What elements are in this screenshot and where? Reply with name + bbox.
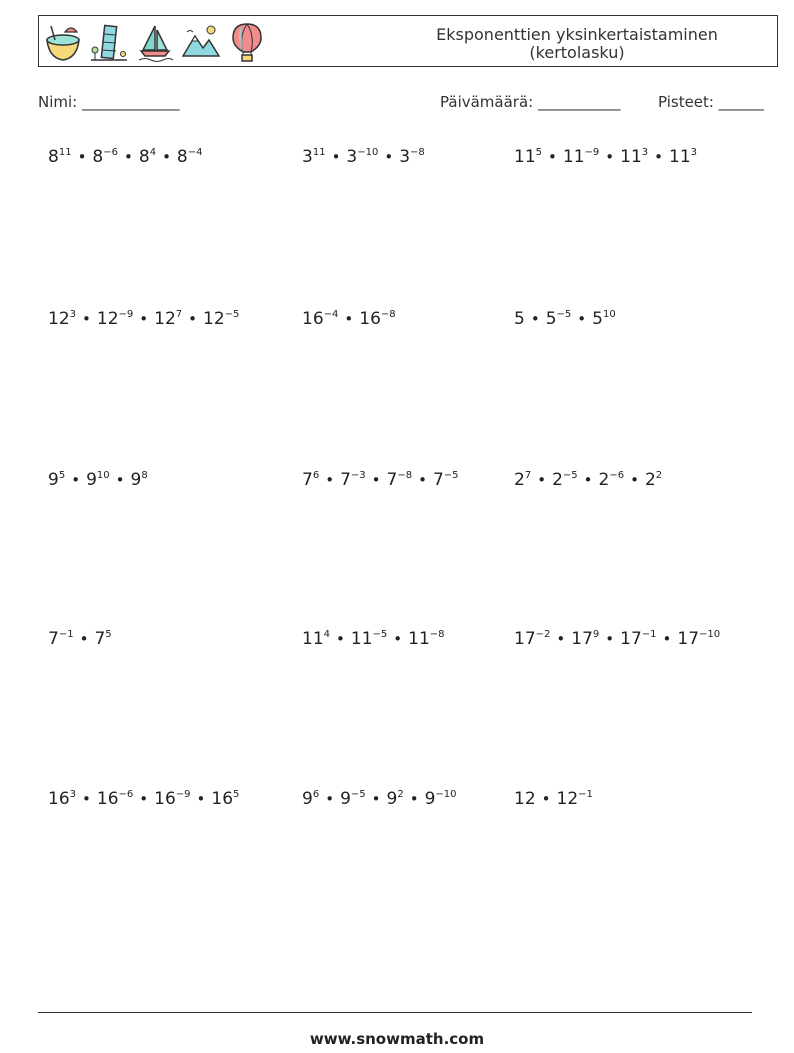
exponent: 3	[690, 147, 698, 158]
multiply-dot: •	[124, 148, 133, 166]
multiply-dot: •	[325, 471, 335, 489]
base: 5	[514, 309, 525, 329]
exponent: 5	[105, 629, 112, 640]
exponent: −5	[556, 309, 572, 320]
problem-12	[514, 629, 720, 649]
exponent: 4	[149, 147, 157, 158]
exponent: −3	[350, 470, 366, 481]
base: 16	[154, 789, 176, 809]
base: 12	[154, 309, 176, 329]
problem-11	[302, 629, 445, 649]
exponent: 7	[175, 309, 183, 320]
exponent: −5	[372, 629, 388, 640]
base: 11	[669, 147, 691, 167]
multiply-dot: •	[325, 790, 335, 808]
exponent: −8	[380, 309, 396, 320]
multiply-dot: •	[418, 471, 427, 489]
base: 3	[399, 147, 411, 167]
multiply-dot: •	[371, 471, 381, 489]
base: 8	[138, 147, 150, 167]
base: 12	[96, 309, 119, 329]
problem-3	[514, 147, 697, 167]
multiply-dot: •	[77, 148, 87, 166]
multiply-dot: •	[139, 790, 149, 808]
exponent: −8	[429, 629, 445, 640]
multiply-dot: •	[82, 790, 91, 808]
exponent: 3	[641, 147, 649, 158]
base: 12	[48, 309, 70, 329]
base: 12	[556, 789, 579, 809]
exponent: 3	[69, 309, 77, 320]
multiply-dot: •	[662, 630, 672, 648]
multiply-dot: •	[371, 790, 381, 808]
base: 7	[432, 470, 444, 490]
multiply-dot: •	[384, 148, 394, 166]
multiply-dot: •	[336, 630, 345, 648]
multiply-dot: •	[409, 790, 419, 808]
date-field[interactable]: Päivämäärä: ___________	[440, 93, 621, 111]
mountains-icon	[181, 20, 221, 64]
base: 8	[92, 147, 104, 167]
exponent: −10	[699, 629, 721, 640]
exponent: −6	[118, 789, 134, 800]
exponent: −1	[58, 629, 74, 640]
exponent: 10	[96, 470, 110, 481]
multiply-dot: •	[630, 471, 639, 489]
base: 9	[302, 789, 313, 809]
footer-divider	[38, 1012, 752, 1013]
multiply-dot: •	[530, 310, 540, 328]
multiply-dot: •	[605, 630, 615, 648]
title-line-1: Eksponenttien yksinkertaistaminen	[436, 25, 718, 44]
problem-15	[514, 789, 593, 809]
name-field[interactable]: Nimi: _____________	[38, 93, 180, 111]
base: 2	[644, 470, 656, 490]
multiply-dot: •	[162, 148, 171, 166]
base: 17	[677, 629, 700, 649]
base: 7	[94, 629, 106, 649]
problem-13	[48, 789, 239, 809]
base: 8	[176, 147, 188, 167]
base: 16	[48, 789, 70, 809]
exponent: −1	[641, 629, 657, 640]
multiply-dot: •	[583, 471, 593, 489]
base: 5	[545, 309, 557, 329]
title-line-2: (kertolasku)	[529, 43, 625, 62]
exponent: −4	[323, 309, 339, 320]
base: 9	[340, 789, 351, 809]
exponent: 6	[312, 789, 320, 800]
exponent: −10	[357, 147, 379, 158]
base: 17	[514, 629, 536, 649]
exponent: 9	[592, 629, 600, 640]
multiply-dot: •	[548, 148, 557, 166]
problem-6	[514, 309, 616, 329]
base: 16	[96, 789, 119, 809]
score-field[interactable]: Pisteet: ______	[658, 93, 764, 111]
exponent: −9	[175, 789, 191, 800]
exponent: −5	[350, 789, 366, 800]
exponent: 6	[312, 470, 320, 481]
footer-url: www.snowmath.com	[309, 1030, 485, 1048]
problem-1	[48, 147, 203, 167]
base: 5	[592, 309, 603, 329]
problem-14	[302, 789, 457, 809]
base: 3	[302, 147, 313, 167]
base: 2	[514, 470, 525, 490]
exponent: −6	[609, 470, 625, 481]
sailboat-icon	[135, 20, 175, 64]
base: 2	[552, 470, 563, 490]
multiply-dot: •	[79, 630, 89, 648]
multiply-dot: •	[541, 790, 551, 808]
exponent: −2	[535, 629, 551, 640]
exponent: 5	[535, 147, 543, 158]
base: 11	[408, 629, 430, 649]
exponent: −5	[443, 470, 459, 481]
problem-10	[48, 629, 112, 649]
multiply-dot: •	[188, 310, 197, 328]
base: 7	[340, 470, 351, 490]
header-icons	[43, 19, 267, 65]
problem-7	[48, 470, 148, 490]
exponent: −8	[410, 147, 425, 158]
exponent: −6	[103, 147, 118, 158]
base: 9	[386, 789, 398, 809]
worksheet-header	[38, 15, 778, 67]
multiply-dot: •	[344, 310, 354, 328]
base: 11	[350, 629, 373, 649]
base: 9	[48, 470, 59, 490]
exponent: −10	[435, 789, 457, 800]
problem-2	[302, 147, 425, 167]
base: 11	[562, 147, 585, 167]
exponent: 2	[397, 789, 404, 800]
base: 16	[359, 309, 381, 329]
multiply-dot: •	[115, 471, 125, 489]
base: 9	[424, 789, 436, 809]
base: 16	[302, 309, 324, 329]
multiply-dot: •	[654, 148, 663, 166]
base: 17	[620, 629, 642, 649]
exponent: 11	[312, 147, 326, 158]
multiply-dot: •	[82, 310, 91, 328]
base: 12	[514, 789, 536, 809]
leaning-tower-icon	[89, 20, 129, 64]
multiply-dot: •	[139, 310, 149, 328]
base: 7	[48, 629, 59, 649]
multiply-dot: •	[537, 471, 547, 489]
base: 12	[203, 309, 225, 329]
exponent: 11	[58, 147, 72, 158]
multiply-dot: •	[556, 630, 566, 648]
base: 11	[620, 147, 642, 167]
base: 2	[598, 470, 610, 490]
problem-8	[302, 470, 459, 490]
problem-9	[514, 470, 662, 490]
coconut-drink-icon	[43, 20, 83, 64]
multiply-dot: •	[393, 630, 403, 648]
exponent: −5	[562, 470, 578, 481]
base: 7	[302, 470, 313, 490]
problem-4	[48, 309, 239, 329]
base: 9	[130, 470, 142, 490]
problem-5	[302, 309, 396, 329]
base: 9	[86, 470, 97, 490]
multiply-dot: •	[605, 148, 615, 166]
multiply-dot: •	[331, 148, 341, 166]
multiply-dot: •	[577, 310, 587, 328]
hot-air-balloon-icon	[227, 20, 267, 64]
worksheet-title	[427, 26, 727, 62]
base: 3	[346, 147, 358, 167]
exponent: 8	[141, 470, 148, 481]
exponent: 5	[58, 470, 66, 481]
exponent: 5	[233, 789, 240, 800]
exponent: 2	[655, 470, 663, 481]
base: 11	[514, 147, 536, 167]
exponent: 7	[524, 470, 532, 481]
base: 11	[302, 629, 324, 649]
exponent: −9	[584, 147, 600, 158]
exponent: 3	[69, 789, 77, 800]
base: 16	[211, 789, 234, 809]
base: 8	[48, 147, 59, 167]
exponent: −9	[118, 309, 134, 320]
exponent: −8	[397, 470, 413, 481]
exponent: −4	[187, 147, 203, 158]
multiply-dot: •	[71, 471, 81, 489]
exponent: 4	[323, 629, 331, 640]
exponent: 10	[602, 309, 616, 320]
exponent: −1	[578, 789, 593, 800]
exponent: −5	[224, 309, 240, 320]
base: 7	[386, 470, 398, 490]
base: 17	[571, 629, 593, 649]
multiply-dot: •	[196, 790, 206, 808]
